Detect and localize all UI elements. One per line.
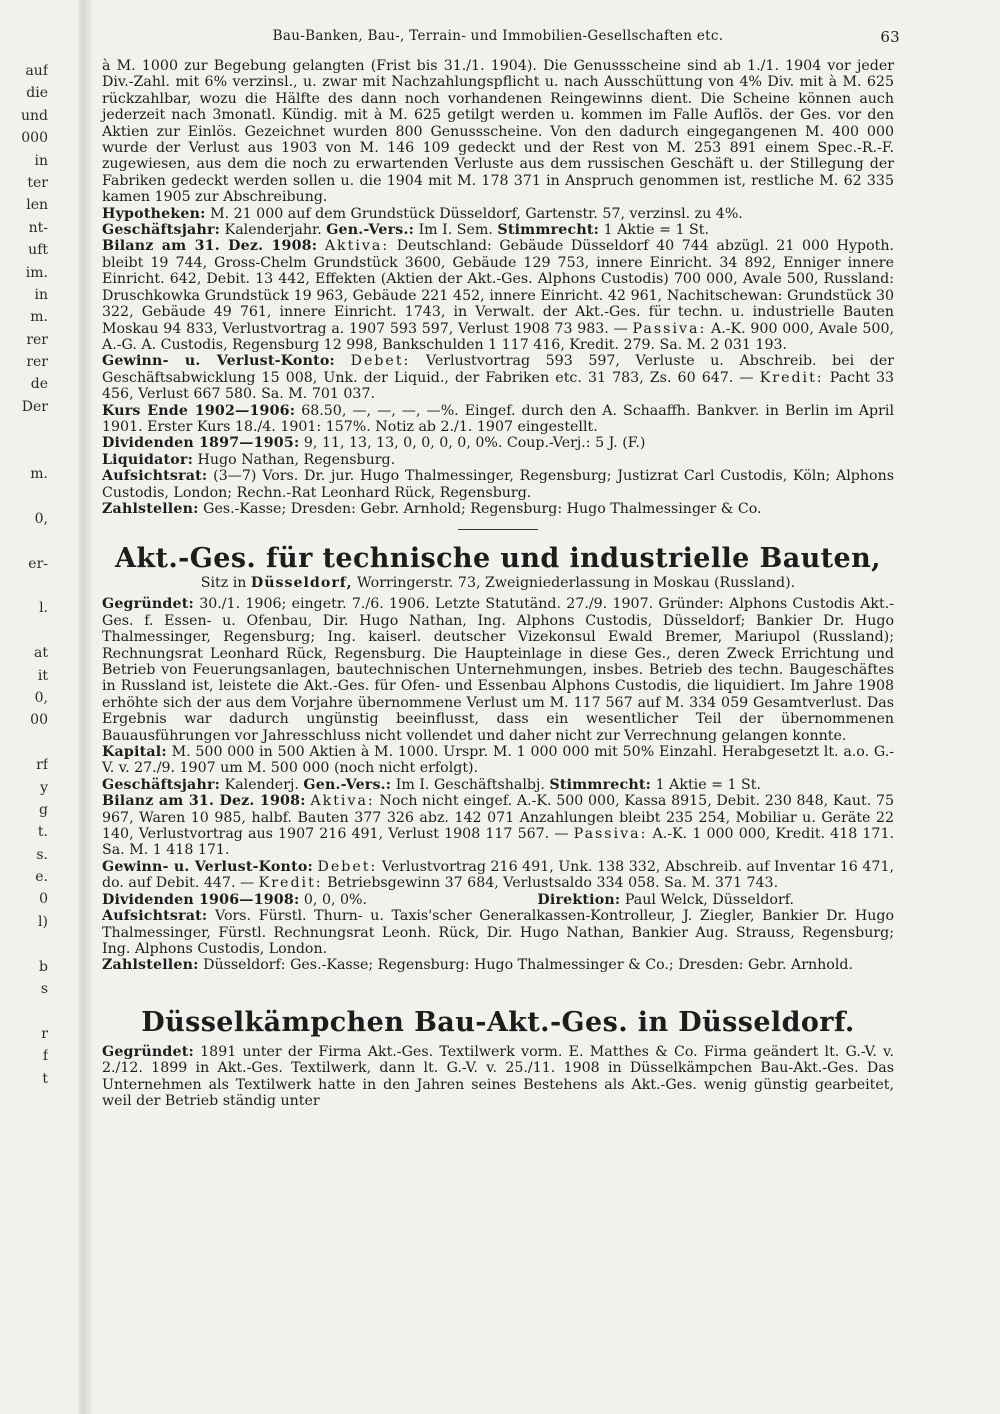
margin-fragment: Der	[21, 398, 48, 415]
running-header	[102, 28, 900, 58]
margin-fragment: l.	[39, 600, 48, 617]
gegruendet-paragraph	[102, 596, 894, 744]
margin-fragment: 0,	[34, 510, 48, 527]
dividenden-paragraph	[102, 435, 894, 451]
margin-fragment	[0, 732, 48, 754]
bilanz-passiva-text: A.-K. 1 000 000, Kredit. 418 171. Sa. M. 1 418 171.	[102, 826, 894, 859]
geschaeftsjahr-label: Geschäftsjahr:	[102, 776, 221, 793]
debet-word: Debet:	[317, 858, 378, 875]
page	[102, 28, 900, 1109]
aufsichtsrat-paragraph	[102, 468, 894, 501]
gegruendet-text: 30./1. 1906; eingetr. 7./6. 1906. Letzte Statutänd. 27./9. 1907. Gründer: Alphons Custodis Akt.-Ges. f. Essen- u. Ofenbau, Dir. Hugo Nathan, Ing. Alphons Custodis, Düsseldorf; Bankier Dr. Hugo Thalmessinger, Regensburg; Ing. kaiserl. deutscher Vizekonsul Ewald Bremer, Mariupol (Russland); Rechnungsrat Leonhard Rück, Regensburg. Die Haupteinlage in diese Ges., deren Zweck Errichtung und Betrieb von Feuerungsanlagen, bautechnischen Unternehmungen, insbes. Betrieb des techn. Baugeschäftes in Russland ist, leistete die Akt.-Ges. für Ofen- und Essenbau Alphons Custodis, die liquidiert. Im Jahre 1908 erhöhte sich der aus dem Vorjahre übernommene Verlust um M. 117 567 auf M. 334 059 Gesamtverlust. Das Ergebnis war dadurch ungünstig beeinflusst, dass ein wesentlicher Teil der übernommenen Bauausführungen vor Jahresschluss nicht vollendet und daher nicht zur Verrechnung gelangen konnte.	[102, 596, 894, 744]
entry-3-title: Düsselkämpchen Bau-Akt.-Ges. in Düsseldorf.	[141, 1006, 855, 1038]
margin-fragment: it	[37, 667, 48, 684]
margin-fragment: m.	[30, 309, 48, 326]
kapital-label: Kapital:	[102, 744, 167, 761]
gegruendet-text: 1891 unter der Firma Akt.-Ges. Textilwerk vorm. E. Matthes & Co. Firma geändert lt. G.-V. v. 2./12. 1899 in Akt.-Ges. Textilwerk, dann lt. G.-V. v. 25./11. 1908 in Düsselkämpchen Bau-Akt.-Ges. Das Unternehmen als Textilwerk hatte in den Jahren seines Bestehens als Akt.-Ges. wenig günstig gearbeitet, weil der Betrieb ständig unter	[102, 1043, 894, 1109]
margin-fragment: y	[40, 779, 48, 796]
aktiva-word: Aktiva:	[324, 238, 390, 255]
margin-fragment	[0, 1000, 48, 1022]
guv-paragraph	[102, 859, 894, 892]
bilanz-paragraph	[102, 793, 894, 859]
previous-page-margin	[0, 60, 48, 1090]
running-title: Bau-Banken, Bau-, Terrain- und Immobilien-Gesellschaften etc.	[272, 28, 724, 44]
margin-fragment: m.	[30, 466, 48, 483]
stimmrecht-label: Stimmrecht:	[497, 222, 600, 239]
margin-fragment: 00	[30, 712, 48, 729]
guv-kredit-text: Pacht 33 456, Verlust 667 580. Sa. M. 701 037.	[102, 369, 895, 403]
guv-debet-text: Verlustvortrag 216 491, Unk. 138 332, Abschreib. auf Inventar 16 471, do. auf Debit. 447. —	[102, 858, 894, 892]
zahlstellen-label: Zahlstellen:	[102, 957, 199, 974]
stimmrecht-label: Stimmrecht:	[549, 776, 652, 793]
margin-fragment: s.	[36, 846, 48, 863]
debet-word: Debet:	[350, 353, 411, 370]
bilanz-aktiva-text: Deutschland: Gebäude Düsseldorf 40 744 abzügl. 21 000 Hypoth. bleibt 19 744, Gross-Chelm Grundstück 3600, Gebäude 129 753, innere Einricht. 34 892, Enniger innere Einricht. 642, Debit. 13 442, Effekten (Aktien der Akt.-Ges. Alphons Custodis) 700 000, Avale 500, Russland: Druschkowka Grundstück 19 963, Gebäude 221 452, innere Einricht. 42 961, Nachitschewan: Grundstück 30 322, Gebäude 49 761, innere Einricht. 1743, in Verwalt. der Akt.-Ges. für techn. u. industrielle Bauten Moskau 94 833, Verlustvortrag a. 1907 593 597, Verlust 1908 73 983. —	[102, 238, 894, 337]
zahlstellen-text: Düsseldorf: Ges.-Kasse; Regensburg: Hugo Thalmessinger & Co.; Dresden: Gebr. Arnhold.	[203, 957, 853, 974]
genvers-label: Gen.-Vers.:	[303, 776, 392, 793]
direktion-label: Direktion:	[537, 891, 621, 908]
genussscheine-paragraph: à M. 1000 zur Begebung gelangten (Frist bis 31./1. 1904). Die Genussscheine sind ab 1./1. 1904 vor jeder Div.-Zahl. mit 6% verzinsl., u. zwar mit Nachzahlungspflicht u. nach Ausschüttung von 4% Div. mit à M. 625 rückzahlbar, wozu die Hälfte des dann noch vorhandenen Reingewinns dient. Die Scheine können auch jederzeit nach 3monatl. Kündig. mit à M. 625 getilgt werden u. kommen im Falle Auflös. der Ges. vor den Aktien zur Einlös. Gezeichnet wurden 800 Genussscheine. Von den dadurch eingegangenen M. 400 000 wurde der Verlust aus 1903 von M. 146 109 gedeckt und der Rest von M. 253 891 einem Spec.-R.-F. zugewiesen, aus dem die noch zu erwartenden Verluste aus dem russischen Geschäft u. der Stillegung der Fabriken gedeckt werden sollen u. die 1904 mit M. 178 371 in Anspruch genommen ist, restliche M. 62 335 kamen 1905 zur Abschreibung.	[102, 58, 894, 206]
dividenden-text: 0, 0, 0%.	[303, 891, 368, 908]
sitz-city: Düsseldorf,	[250, 575, 353, 592]
geschaeftsjahr-text: Kalenderj.	[224, 776, 299, 793]
kredit-word: Kredit:	[759, 369, 824, 386]
margin-fragment: 0	[39, 891, 48, 908]
gegruendet-paragraph	[102, 1044, 894, 1110]
guv-label: Gewinn- u. Verlust-Konto:	[102, 353, 335, 370]
margin-fragment: r	[41, 1025, 48, 1042]
margin-fragment: t	[42, 1070, 48, 1087]
genvers-label: Gen.-Vers.:	[326, 222, 415, 239]
zahlstellen-paragraph	[102, 957, 894, 973]
margin-fragment	[0, 530, 48, 552]
stimmrecht-text: 1 Aktie = 1 St.	[655, 776, 761, 793]
margin-fragment: im.	[25, 264, 48, 281]
margin-fragment: in	[34, 152, 48, 169]
direktion-text: Paul Welck, Düsseldorf.	[624, 891, 794, 908]
kurse-paragraph	[102, 403, 894, 436]
genvers-text: Im I. Geschäftshalbj.	[395, 776, 545, 793]
margin-fragment: rer	[26, 354, 48, 371]
sitz-rest: Worringerstr. 73, Zweigniederlassung in Moskau (Russland).	[357, 575, 796, 592]
liquidator-paragraph	[102, 452, 894, 468]
aufsichtsrat-label: Aufsichtsrat:	[102, 908, 208, 925]
guv-debet-text: Verlustvortrag 593 597, Verluste u. Abschreib. bei der Geschäftsabwicklung 15 008, Unk. der Liquid., der Fabriken etc. 31 783, Zs. 60 647. —	[102, 353, 895, 386]
margin-fragment: uft	[28, 242, 48, 259]
margin-fragment: len	[26, 197, 48, 214]
bilanz-paragraph	[102, 238, 894, 353]
aufsichtsrat-text: (3—7) Vors. Dr. jur. Hugo Thalmessinger, Regensburg; Justizrat Carl Custodis, Köln; Alphons Custodis, London; Rechn.-Rat Leonhard Rück, Regensburg.	[102, 468, 894, 501]
margin-fragment: nt-	[28, 219, 48, 236]
passiva-word: Passiva:	[632, 320, 707, 337]
bilanz-passiva-text: A.-K. 900 000, Avale 500, A.-G. A. Custodis, Regensburg 12 998, Bankschulden 1 117 416, Kredit. 279. Sa. M. 2 031 193.	[102, 320, 894, 353]
gegruendet-label: Gegründet:	[102, 596, 194, 613]
margin-fragment	[0, 441, 48, 463]
bilanz-label: Bilanz am 31. Dez. 1908:	[102, 238, 318, 255]
geschaeftsjahr-paragraph	[102, 222, 894, 238]
margin-fragment	[0, 575, 48, 597]
passiva-word: Passiva:	[573, 826, 648, 843]
spacer	[102, 974, 894, 1008]
margin-fragment: 000	[21, 130, 48, 147]
margin-fragment: und	[21, 107, 48, 124]
margin-fragment: b	[39, 958, 48, 975]
margin-fragment: t.	[37, 824, 48, 841]
kurse-label: Kurs Ende 1902—1906:	[102, 402, 296, 419]
guv-paragraph	[102, 353, 894, 402]
section-divider	[458, 529, 538, 530]
liquidator-label: Liquidator:	[102, 451, 194, 468]
kapital-paragraph	[102, 744, 894, 777]
zahlstellen-text: Ges.-Kasse; Dresden: Gebr. Arnhold; Regensburg: Hugo Thalmessinger & Co.	[203, 500, 762, 517]
margin-fragment	[0, 485, 48, 507]
zahlstellen-label: Zahlstellen:	[102, 500, 199, 517]
margin-fragment: at	[34, 645, 48, 662]
stimmrecht-text: 1 Aktie = 1 St.	[603, 222, 709, 239]
dividenden-text: 9, 11, 13, 13, 0, 0, 0, 0, 0%. Coup.-Verj.: 5 J. (F.)	[303, 435, 646, 452]
margin-fragment: de	[30, 376, 48, 393]
guv-kredit-text: Betriebsgewinn 37 684, Verlustsaldo 334 058. Sa. M. 371 743.	[327, 875, 779, 892]
margin-fragment: g	[39, 801, 48, 818]
entry-2	[102, 544, 894, 973]
margin-fragment: die	[26, 85, 48, 102]
margin-fragment	[0, 418, 48, 440]
guv-label: Gewinn- u. Verlust-Konto:	[102, 858, 313, 875]
zahlstellen-paragraph	[102, 501, 894, 517]
sitz-prefix: Sitz in	[200, 575, 247, 592]
kapital-text: M. 500 000 in 500 Aktien à M. 1000. Urspr. M. 1 000 000 mit 50% Einzahl. Herabgesetzt lt. a.o. G.-V. v. 27./9. 1907 um M. 500 000 (noch nicht erfolgt).	[102, 744, 894, 777]
margin-fragment: auf	[25, 63, 48, 79]
dividenden-label: Dividenden 1906—1908:	[102, 891, 300, 908]
margin-fragment: ter	[27, 174, 48, 191]
gegruendet-label: Gegründet:	[102, 1043, 194, 1060]
entry-1-continuation	[102, 58, 894, 517]
geschaeftsjahr-text: Kalenderjahr.	[224, 222, 322, 239]
direktion-block	[537, 892, 794, 908]
genvers-text: Im I. Sem.	[418, 222, 493, 239]
aktiva-word: Aktiva:	[310, 793, 375, 810]
margin-fragment: l)	[38, 913, 48, 930]
aufsichtsrat-text: Vors. Fürstl. Thurn- u. Taxis'scher Generalkassen-Kontrolleur, J. Ziegler, Bankier Dr. Hugo Thalmessinger, Fürstl. Rechnungsrat Leonh. Rück, Dir. Hugo Nathan, Bankier Aug. Strauss, Regensburg; Ing. Alphons Custodis, London.	[102, 908, 894, 957]
geschaeftsjahr-paragraph	[102, 777, 894, 793]
aufsichtsrat-paragraph	[102, 908, 894, 957]
entry-2-title: Akt.-Ges. für technische und industrielle Bauten,	[115, 543, 881, 575]
entry-2-seat	[102, 574, 894, 592]
geschaeftsjahr-label: Geschäftsjahr:	[102, 222, 221, 239]
margin-fragment: er-	[28, 555, 48, 572]
hypotheken-paragraph	[102, 206, 894, 222]
margin-fragment: 0,	[34, 689, 48, 706]
aufsichtsrat-label: Aufsichtsrat:	[102, 468, 208, 485]
margin-fragment: e.	[35, 869, 48, 886]
margin-fragment: in	[34, 286, 48, 303]
kredit-word: Kredit:	[258, 875, 323, 892]
entry-3	[102, 1008, 894, 1110]
hypotheken-label: Hypotheken:	[102, 205, 206, 222]
margin-fragment	[0, 620, 48, 642]
hypotheken-text: M. 21 000 auf dem Grundstück Düsseldorf, Gartenstr. 57, verzinsl. zu 4%.	[210, 205, 743, 222]
kurse-text: 68.50, —, —, —, —%. Eingef. durch den A. Schaaffh. Bankver. in Berlin im April 1901. Erster Kurs 18./4. 1901: 157%. Notiz ab 2./1. 1907 eingestellt.	[102, 402, 894, 435]
margin-fragment: s	[40, 981, 48, 998]
page-number: 63	[880, 28, 900, 46]
book-gutter	[78, 0, 92, 1414]
margin-fragment: f	[42, 1048, 48, 1065]
bilanz-aktiva-text: Noch nicht eingef. A.-K. 500 000, Kassa 8915, Debit. 230 848, Kaut. 75 967, Waren 10 985, halbf. Bauten 377 326 abz. 142 071 Anzahlungen bleibt 235 254, Mobiliar u. Geräte 22 140, Verlustvortrag aus 1907 216 491, Verlust 1908 117 567. —	[102, 793, 894, 843]
margin-fragment	[0, 933, 48, 955]
bilanz-label: Bilanz am 31. Dez. 1908:	[102, 793, 306, 810]
dividenden-label: Dividenden 1897—1905:	[102, 435, 300, 452]
dividenden-block	[102, 892, 367, 908]
dividenden-direktion-line	[102, 892, 894, 908]
margin-fragment: rf	[36, 757, 48, 774]
margin-fragment: rer	[26, 331, 48, 348]
liquidator-text: Hugo Nathan, Regensburg.	[197, 451, 396, 468]
